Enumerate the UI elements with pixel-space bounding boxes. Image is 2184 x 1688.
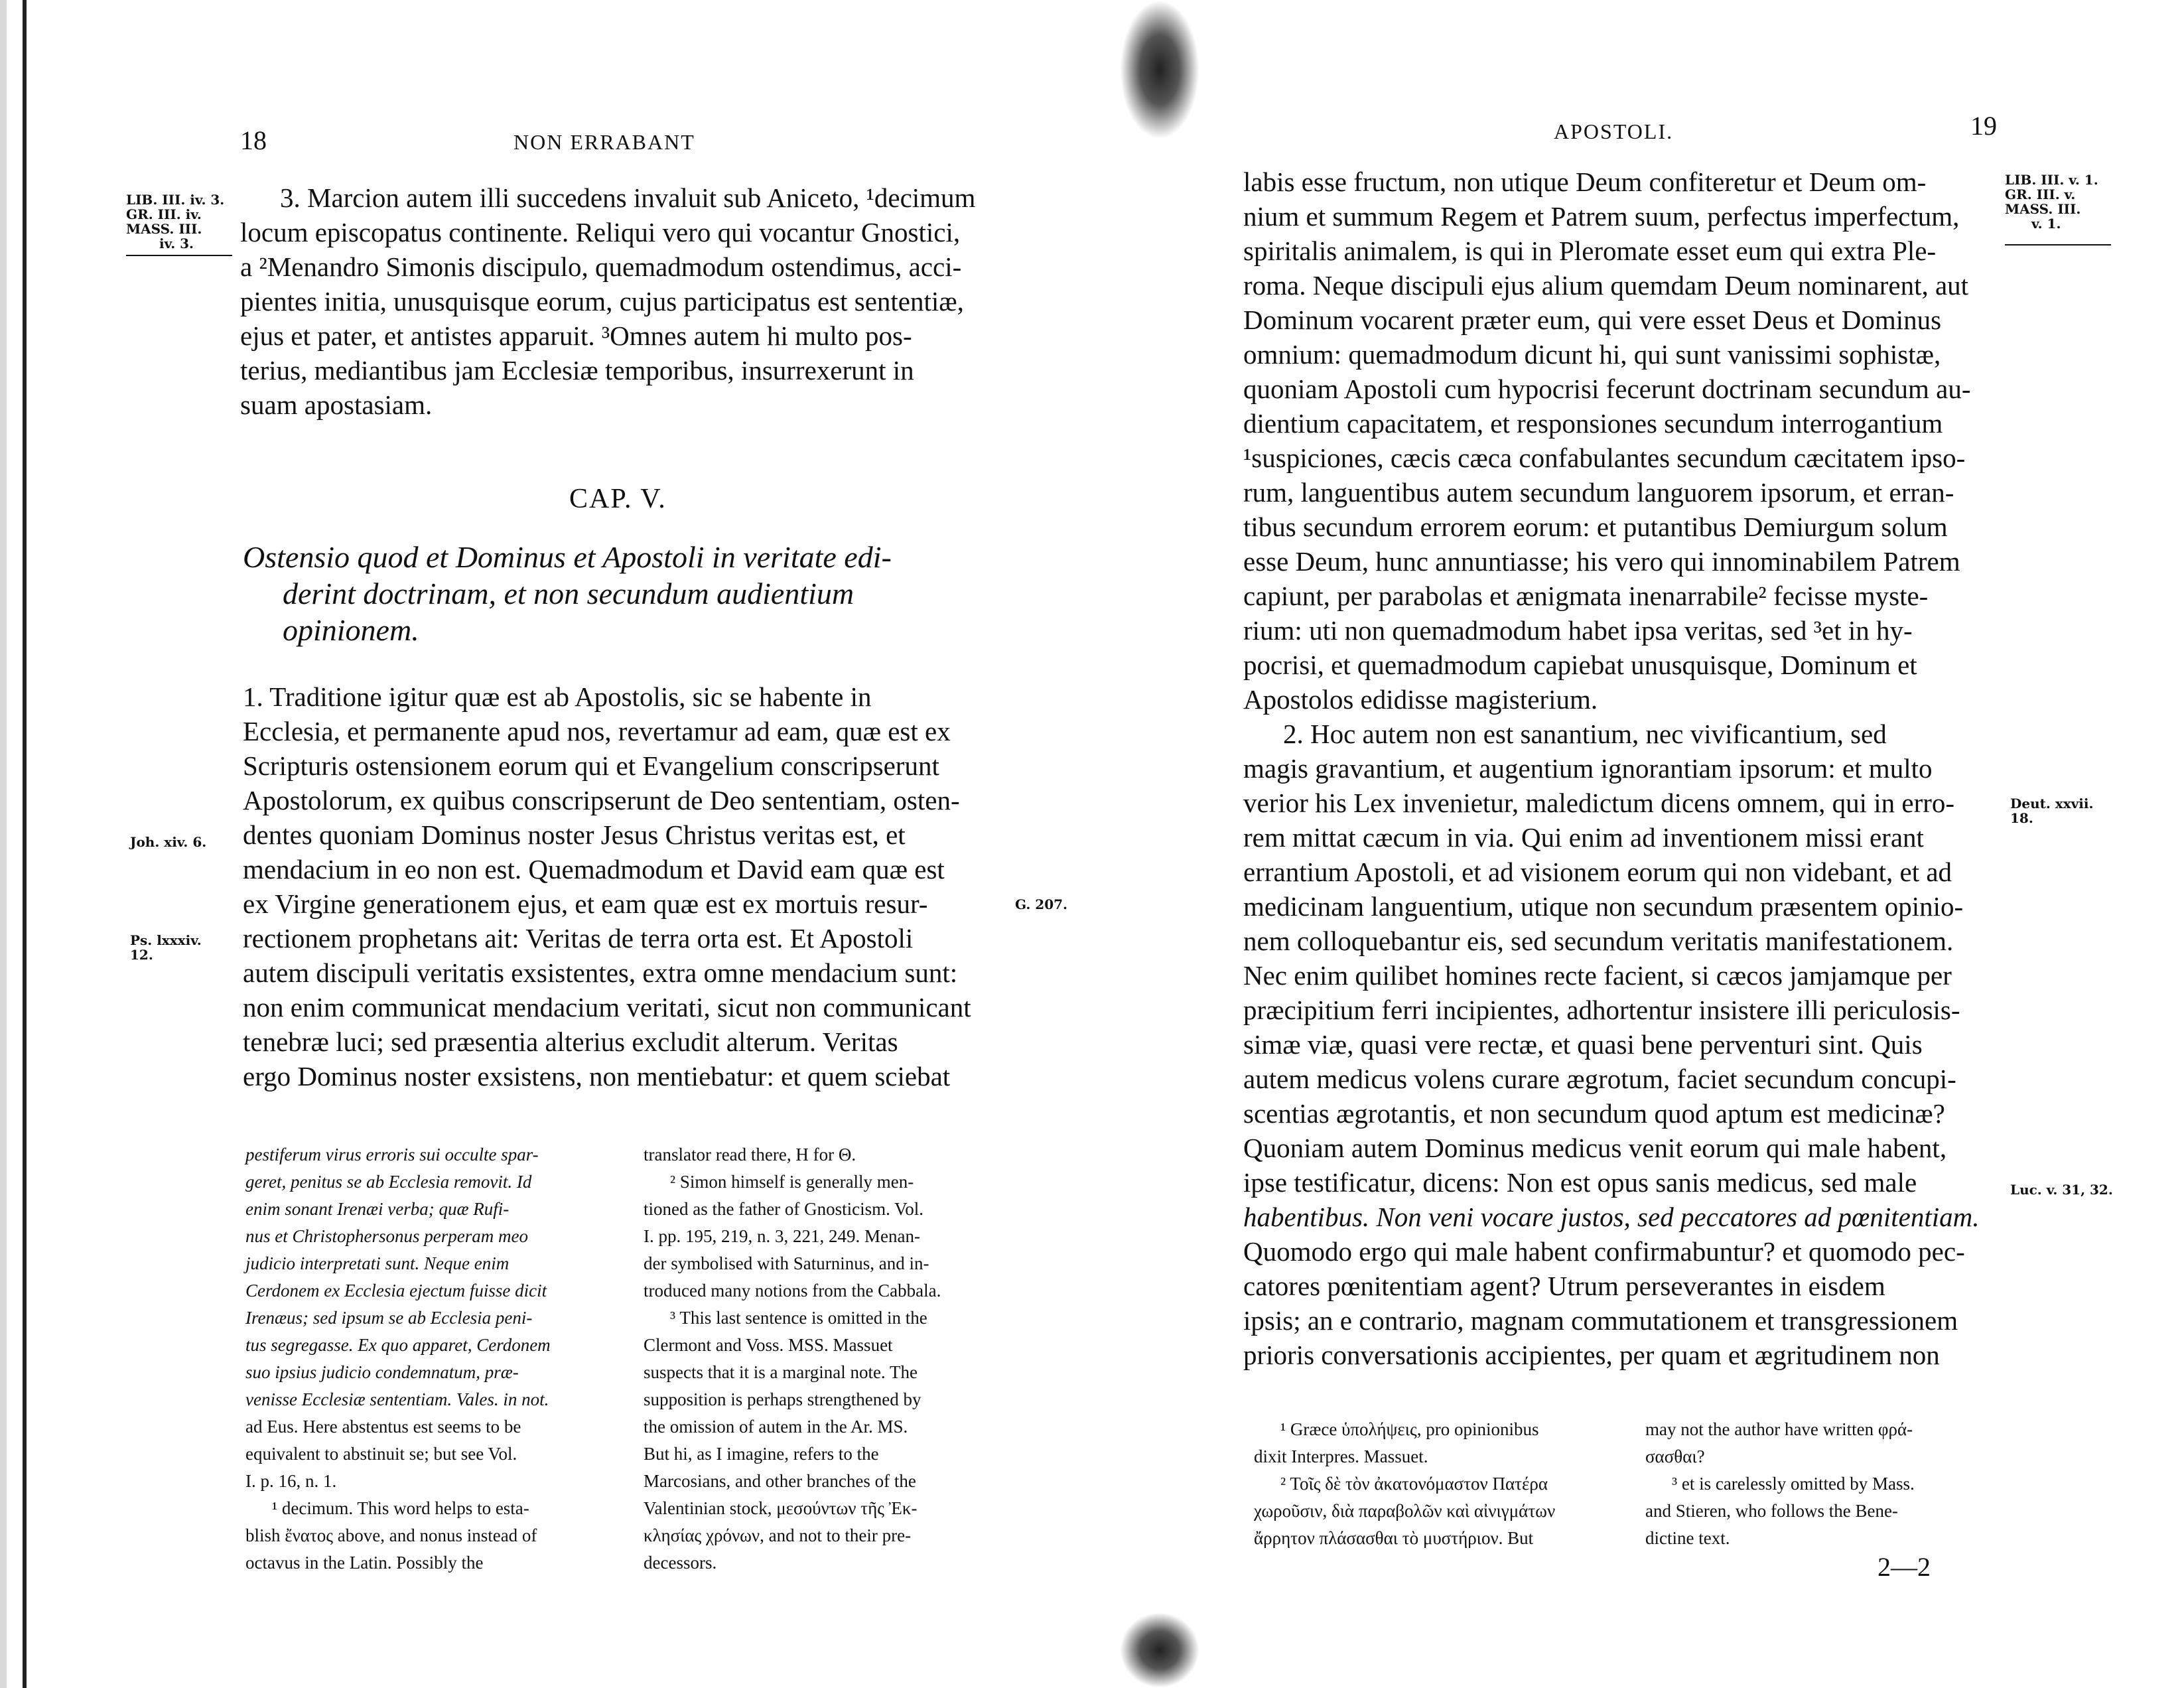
summary-line: derint doctrinam, et non secundum audientium: [283, 577, 854, 610]
text-line: ex Virgine generationem ejus, et eam quæ est ex mortuis resur-: [243, 888, 928, 919]
text-line: esse Deum, hunc annuntiasse; his vero qui innominabilem Patrem: [1243, 546, 1960, 577]
footnote-line: χωροῦσιν, διὰ παραβολῶν καὶ αἰνιγμάτων: [1254, 1501, 1556, 1521]
footnote-line: the omission of autem in the Ar. MS.: [644, 1417, 908, 1437]
margin-line: 12.: [130, 947, 153, 963]
text-line: nem colloquebantur eis, sed secundum veritatis manifestationem.: [1243, 926, 1954, 956]
footnote-line: suspects that it is a marginal note. The: [644, 1362, 918, 1382]
text-line: quoniam Apostoli cum hypocrisi fecerunt doctrinam secundum au-: [1243, 374, 1971, 404]
footnote-line: judicio interpretati sunt. Neque enim: [245, 1253, 510, 1273]
text-line: tibus secundum errorem eorum: et putantibus Demiurgum solum: [1243, 512, 1948, 542]
text-line: Quoniam autem Dominus medicus venit eorum qui male habent,: [1243, 1133, 1947, 1163]
paragraph-1: [243, 679, 1006, 1093]
footnotes-column-1: [245, 1141, 617, 1577]
text-line: a ²Menandro Simonis discipulo, quemadmodum ostendimus, acci-: [240, 251, 962, 282]
text-line: Quomodo ergo qui male habent confirmabuntur? et quomodo pec-: [1243, 1236, 1965, 1267]
footnote-line: tioned as the father of Gnosticism. Vol.: [644, 1199, 923, 1219]
margin-line: GR. III. v.: [2005, 186, 2076, 202]
running-head: NON ERRABANT: [513, 130, 695, 154]
footnote-line: octavus in the Latin. Possibly the: [245, 1553, 484, 1573]
margin-rule: [2005, 244, 2111, 246]
text-line: simæ viæ, quasi vere rectæ, et quasi bene perventuri sint. Quis: [1243, 1029, 1923, 1060]
footnote-line: κλησίας χρόνων, and not to their pre-: [644, 1525, 912, 1545]
footnote-line: nus et Christophersonus perperam meo: [245, 1226, 528, 1246]
margin-line: iv. 3.: [159, 236, 194, 251]
margin-line: v. 1.: [2031, 216, 2061, 232]
chapter-summary: [243, 539, 1006, 648]
text-line: nium et summum Regem et Patrem suum, perfectus imperfectum,: [1243, 201, 1960, 232]
footnotes-column-1: [1254, 1416, 1625, 1552]
footnote-line: and Stieren, who follows the Bene-: [1645, 1501, 1898, 1521]
footnote-line: ² Τοῖς δὲ τὸν ἀκατονόμαστον Πατέρα: [1280, 1474, 1548, 1494]
text-line: suam apostasiam.: [240, 389, 433, 420]
summary-line: Ostensio quod et Dominus et Apostoli in veritate edi-: [243, 540, 892, 574]
text-line: tenebræ luci; sed præsentia alterius excludit alterum. Veritas: [243, 1026, 898, 1057]
text-line: 1. Traditione igitur quæ est ab Apostolis, sic se habente in: [243, 681, 872, 712]
text-line: Scripturis ostensionem eorum qui et Evangelium conscripserunt: [243, 750, 939, 781]
margin-line: Deut. xxvii.: [2010, 796, 2094, 811]
text-line: capiunt, per parabolas et ænigmata inenarrabile² fecisse myste-: [1243, 581, 1929, 611]
right-page: [1128, 0, 2184, 1688]
signature-mark: 2—2: [1877, 1552, 1931, 1582]
footnotes-column-2: [644, 1141, 1015, 1577]
footnote-line: venisse Ecclesiæ sententiam. Vales. in not.: [245, 1389, 549, 1409]
margin-line: LIB. III. iv. 3.: [126, 192, 225, 208]
footnote-line: suo ipsius judicio condemnatum, præ-: [245, 1362, 519, 1382]
margin-reference: [2005, 173, 2111, 231]
text-line: autem medicus volens curare ægrotum, faciet secundum concupi-: [1243, 1064, 1956, 1094]
footnote-line: decessors.: [644, 1553, 717, 1573]
footnote-line: tus segregasse. Ex quo apparet, Cerdonem: [245, 1335, 551, 1355]
footnote-line: ἄρρητον πλάσασθαι τὸ μυστήριον. But: [1254, 1528, 1534, 1548]
text-line: ¹suspiciones, cæcis cæca confabulantes secundum cæcitatem ipso-: [1243, 443, 1966, 473]
footnote-line: ¹ Græce ὑπολήψεις, pro opinionibus: [1280, 1419, 1539, 1439]
text-line: ipsis; an e contrario, magnam commutationem et transgressionem: [1243, 1305, 1958, 1336]
text-line: præcipitium ferri incipientes, adhortentur insistere illi periculosis-: [1243, 995, 1960, 1025]
paragraph-3: [240, 180, 1003, 422]
text-line: rem mittat cæcum in via. Qui enim ad inventionem missi erant: [1243, 822, 1924, 853]
text-line: mendacium in eo non est. Quemadmodum et David eam quæ est: [243, 854, 945, 884]
margin-reference: [126, 192, 232, 251]
footnote-line: ¹ decimum. This word helps to esta-: [272, 1498, 529, 1518]
text-line: non enim communicat mendacium veritati, sicut non communicant: [243, 992, 971, 1022]
text-line: omnium: quemadmodum dicunt hi, qui sunt vanissimi sophistæ,: [1243, 339, 1941, 370]
footnote-line: ³ This last sentence is omitted in the: [670, 1308, 927, 1328]
footnote-line: may not the author have written φρά-: [1645, 1419, 1913, 1439]
footnotes-column-2: [1645, 1416, 2004, 1552]
text-line: locum episcopatus continente. Reliqui vero qui vocantur Gnostici,: [240, 217, 961, 247]
text-line: spiritalis animalem, is qui in Pleromate esset eum qui extra Ple-: [1243, 236, 1937, 266]
footnote-line: Irenæus; sed ipsum se ab Ecclesia peni-: [245, 1308, 533, 1328]
text-line: ejus et pater, et antistes apparuit. ³Omnes autem hi multo pos-: [240, 320, 912, 351]
text-line: pocrisi, et quemadmodum capiebat unusquisque, Dominum et: [1243, 650, 1917, 680]
text-line: medicinam languentium, utique non secundum præsentem opinio-: [1243, 891, 1964, 922]
text-line: Apostolos edidisse magisterium.: [1243, 684, 1598, 715]
margin-reference-joh: Joh. xiv. 6.: [130, 834, 207, 850]
text-line: 3. Marcion autem illi succedens invaluit sub Aniceto, ¹decimum: [280, 182, 976, 213]
footnote-line: But hi, as I imagine, refers to the: [644, 1444, 879, 1464]
footnote-line: translator read there, H for Θ.: [644, 1145, 856, 1164]
footnote-line: equivalent to abstinuit se; but see Vol.: [245, 1444, 517, 1464]
text-line: errantium Apostoli, et ad visionem eorum qui non videbant, et ad: [1243, 857, 1952, 887]
footnote-line: Valentinian stock, μεσούντων τῆς Ἐκ-: [644, 1498, 918, 1518]
footnote-line: supposition is perhaps strengthened by: [644, 1389, 921, 1409]
footnote-line: blish ἔνατος above, and nonus instead of: [245, 1525, 537, 1545]
text-line: Dominum vocarent præter eum, qui vere esset Deus et Dominus: [1243, 305, 1942, 335]
paragraph-2: [1243, 717, 2006, 1372]
text-line: roma. Neque discipuli ejus alium quemdam Deum nominarent, aut: [1243, 270, 1969, 301]
footnote-line: troduced many notions from the Cabbala.: [644, 1281, 941, 1301]
text-line: dentes quoniam Dominus noster Jesus Christus veritas est, et: [243, 819, 906, 850]
margin-reference-luc: Luc. v. 31, 32.: [2010, 1182, 2113, 1198]
text-line: 2. Hoc autem non est sanantium, nec vivificantium, sed: [1283, 719, 1887, 749]
text-line: rium: uti non quemadmodum habet ipsa veritas, sed ³et in hy-: [1243, 615, 1913, 646]
margin-line: MASS. III.: [126, 221, 202, 237]
margin-reference-ps: [130, 933, 202, 962]
summary-line: opinionem.: [283, 613, 419, 647]
text-line: prioris conversationis accipientes, per quam et ægritudinem non: [1243, 1340, 1940, 1370]
text-line: habentibus. Non veni vocare justos, sed peccatores ad pœnitentiam.: [1243, 1202, 1980, 1232]
margin-reference-greek-page: G. 207.: [1015, 896, 1068, 912]
footnote-line: ad Eus. Here abstentus est seems to be: [245, 1417, 521, 1437]
footnote-line: I. pp. 195, 219, n. 3, 221, 249. Menan-: [644, 1226, 920, 1246]
page-number: 19: [1970, 111, 1997, 141]
text-line: dientium capacitatem, et responsiones secundum interrogantium: [1243, 408, 1943, 439]
text-line: terius, mediantibus jam Ecclesiæ temporibus, insurrexerunt in: [240, 355, 914, 386]
text-line: Nec enim quilibet homines recte facient, si cæcos jamjamque per: [1243, 960, 1952, 991]
margin-rule: [126, 255, 232, 256]
margin-line: LIB. III. v. 1.: [2005, 172, 2098, 188]
paragraph-continued: [1243, 165, 2006, 717]
footnote-line: Clermont and Voss. MSS. Massuet: [644, 1335, 893, 1355]
footnote-line: enim sonant Irenæi verba; quæ Rufi-: [245, 1199, 510, 1219]
text-line: rectionem prophetans ait: Veritas de terra orta est. Et Apostoli: [243, 923, 914, 953]
text-line: labis esse fructum, non utique Deum confiteretur et Deum om-: [1243, 167, 1927, 197]
footnote-line: dictine text.: [1645, 1528, 1730, 1548]
running-head: APOSTOLI.: [1554, 119, 1674, 143]
text-line: scentias ægrotantis, et non secundum quod aptum est medicinæ?: [1243, 1098, 1945, 1129]
margin-reference-deut: [2010, 796, 2093, 825]
page-number: 18: [240, 125, 267, 155]
footnote-line: dixit Interpres. Massuet.: [1254, 1446, 1428, 1466]
text-line: Apostolorum, ex quibus conscripserunt de Deo sententiam, osten-: [243, 785, 960, 815]
footnote-line: pestiferum virus erroris sui occulte spar-: [245, 1145, 539, 1164]
footnote-line: ³ et is carelessly omitted by Mass.: [1672, 1474, 1915, 1494]
footnote-line: I. p. 16, n. 1.: [245, 1471, 337, 1491]
text-line: catores pœnitentiam agent? Utrum perseverantes in eisdem: [1243, 1271, 1885, 1301]
text-line: pientes initia, unusquisque eorum, cujus participatus est sententiæ,: [240, 286, 964, 316]
text-line: verior his Lex invenietur, maledictum dicens omnem, qui in erro-: [1243, 788, 1955, 818]
footnote-line: der symbolised with Saturninus, and in-: [644, 1253, 929, 1273]
chapter-title: CAP. V.: [569, 484, 667, 514]
footnote-line: Marcosians, and other branches of the: [644, 1471, 916, 1491]
margin-line: MASS. III.: [2005, 201, 2081, 217]
margin-line: 18.: [2010, 810, 2033, 826]
text-line: Ecclesia, et permanente apud nos, revertamur ad eam, quæ est ex: [243, 716, 951, 746]
text-line: magis gravantium, et augentium ignorantiam ipsorum: et multo: [1243, 753, 1933, 784]
text-line: rum, languentibus autem secundum languorem ipsorum, et erran-: [1243, 477, 1954, 508]
text-line: ipse testificatur, dicens: Non est opus sanis medicus, sed male: [1243, 1167, 1917, 1198]
text-line: autem discipuli veritatis exsistentes, extra omne mendacium sunt:: [243, 957, 958, 988]
margin-line: GR. III. iv.: [126, 206, 202, 222]
margin-line: Ps. lxxxiv.: [130, 932, 202, 948]
footnote-line: ² Simon himself is generally men-: [670, 1172, 914, 1192]
text-line: ergo Dominus noster exsistens, non mentiebatur: et quem sciebat: [243, 1061, 951, 1091]
footnote-line: σασθαι?: [1645, 1446, 1705, 1466]
footnote-line: geret, penitus se ab Ecclesia removit. Id: [245, 1172, 532, 1192]
footnote-line: Cerdonem ex Ecclesia ejectum fuisse dicit: [245, 1281, 547, 1301]
